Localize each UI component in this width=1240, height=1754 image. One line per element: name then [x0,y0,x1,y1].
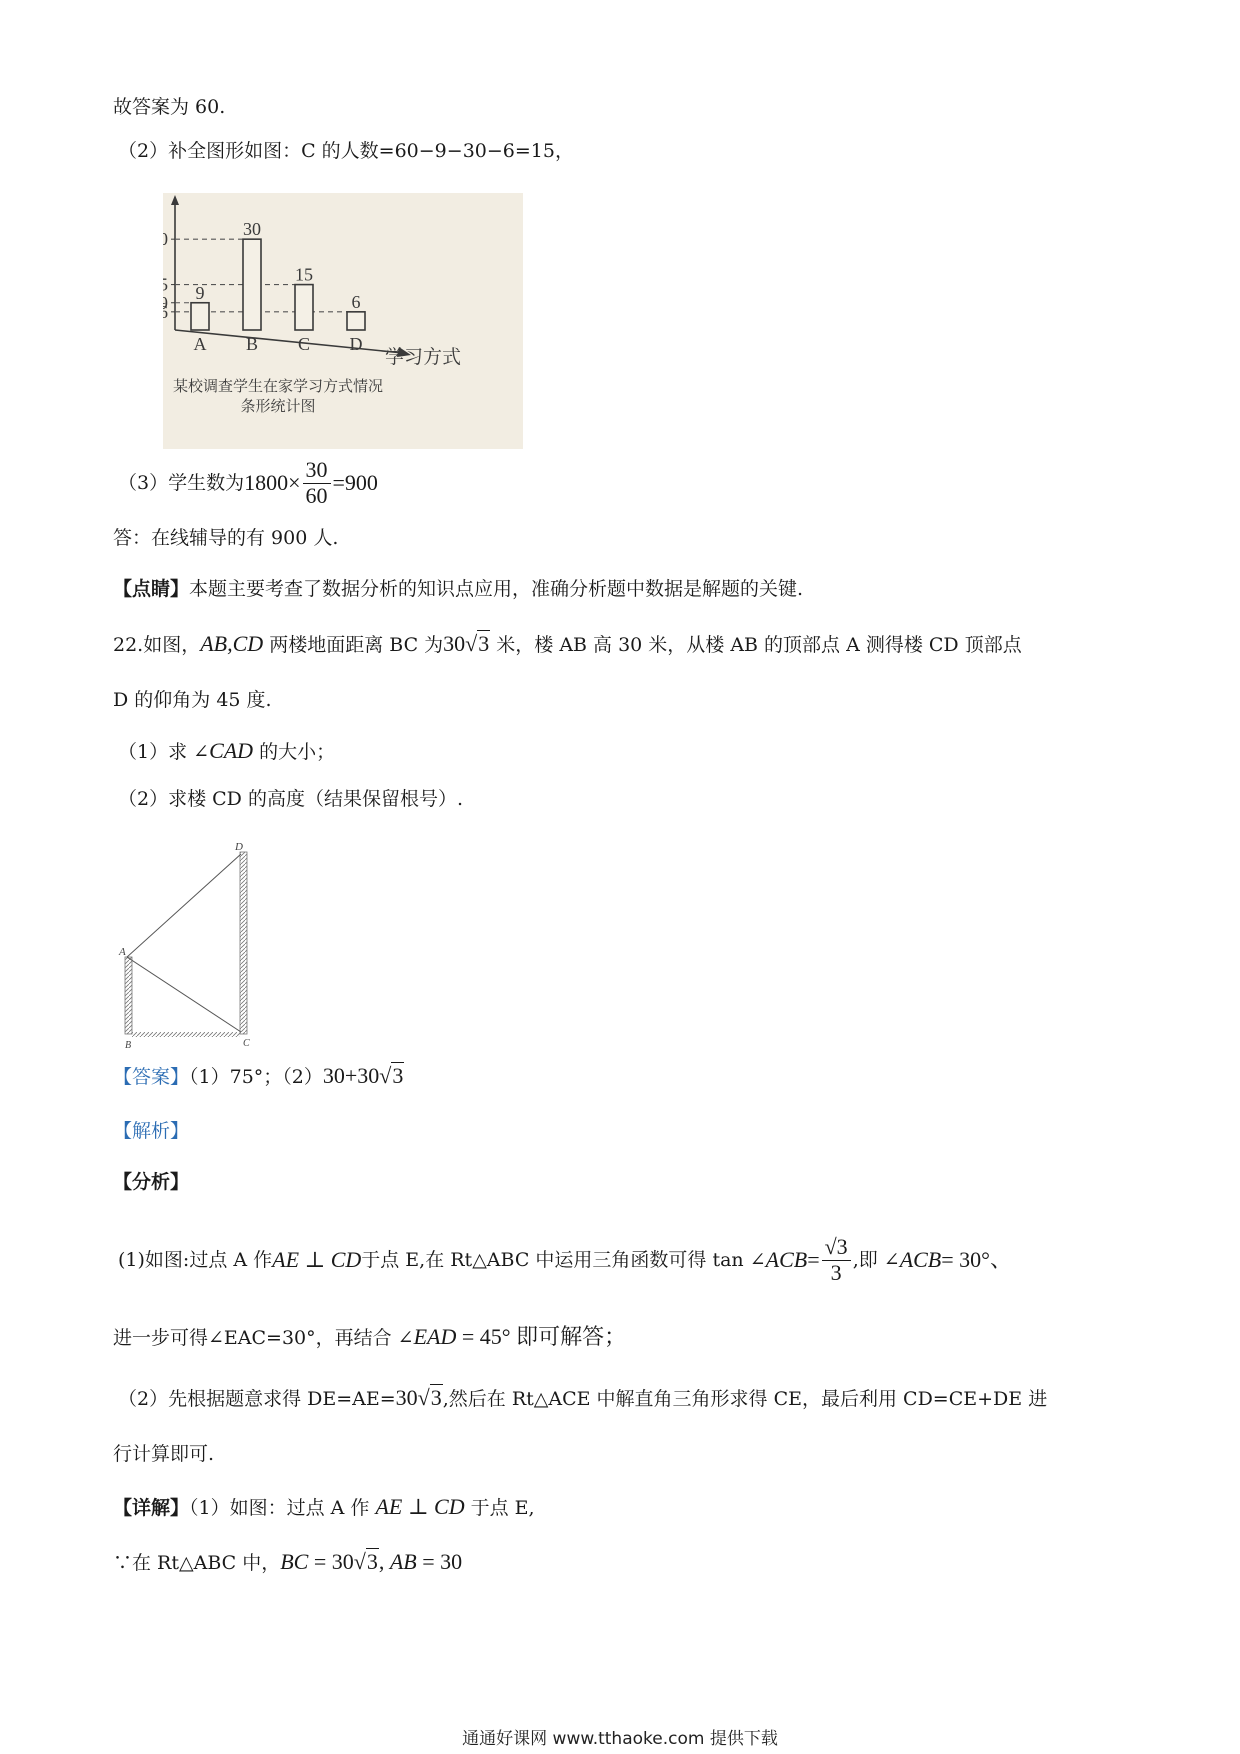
y-tick-label: 5 [163,274,168,295]
line-ac [127,957,241,1032]
text-span: 米，楼 AB 高 30 米，从楼 AB 的顶部点 A 测得楼 CD 顶部点 [490,634,1022,656]
fraction [303,458,331,507]
text-span: 两楼地面距离 BC 为 [263,634,444,656]
fraction-denominator: 3 [830,1259,842,1285]
analysis-line [113,1324,626,1350]
text-span: 本题主要考查了数据分析的知识点应用，准确分析题中数据是解题的关键. [189,578,804,600]
chart-subtitle: 条形统计图 [240,399,316,415]
fraction-numerator: 30 [303,458,331,483]
building-figure [113,840,263,1050]
data-label: 9 [195,282,205,303]
sqrt-radicand: 3 [366,1549,378,1574]
tag: 【点睛】 [113,578,190,600]
text-line [118,455,378,511]
data-label: 6 [351,291,361,312]
text-line [113,578,803,601]
page-footer: 通通好课网 www.tthaoke.com 提供下载 [462,1729,778,1749]
text-span: （1）求 ∠ [118,741,210,763]
detail-line [113,1549,462,1575]
tag: 【分析】 [113,1171,190,1193]
math-span: = 30°、 [941,1246,1012,1272]
x-tick-label: C [297,334,311,354]
sqrt-expr: = 30√3 [308,1549,378,1574]
fraction-denominator: 60 [305,482,328,508]
math-span: = [807,1246,820,1272]
fenxi-tag [113,1171,189,1194]
text-span: (1)如图:过点 A 作 [118,1248,273,1271]
fraction-numerator: √3 [822,1235,851,1260]
bar-chart [163,193,523,449]
text-span: （1）如图：过点 A 作 [189,1497,376,1519]
answer-line [113,1063,404,1089]
x-axis-label: 学习方式 [385,347,462,368]
ground [132,1032,240,1037]
analysis-line: 行计算即可. [113,1443,215,1465]
math-span: ACB [765,1246,808,1272]
detail-line [113,1494,535,1520]
bar [191,303,209,330]
text-span: 于点 E,在 Rt△ABC 中运用三角函数可得 tan ∠ [361,1248,766,1271]
data-label: 30 [243,219,261,240]
jiexi-tag: 【解析】 [113,1120,190,1142]
question-line [113,631,1022,657]
y-tick-label: 0 [163,229,168,250]
text-line: （2）补全图形如图：C 的人数=60−9−30−6=15， [118,140,574,162]
sqrt-radicand: 3 [430,1385,442,1410]
math-span: AE ⊥ CD [272,1246,362,1272]
data-label: 15 [295,264,313,285]
sqrt-radicand: 3 [392,1063,404,1088]
math-span: 1800× [244,469,301,495]
fraction [822,1235,851,1284]
question-line: （2）求楼 CD 的高度（结果保留根号）. [118,788,463,810]
math-span: ACB [899,1246,942,1272]
label-c: C [243,1038,250,1049]
sqrt-coefficient: 30 [395,1385,418,1410]
math-span: , [378,1549,390,1574]
text-span: 的大小； [253,741,336,763]
math-span: AB,CD [200,631,264,656]
tag: 【详解】 [113,1497,190,1519]
text-span: 22.如图， [113,634,201,656]
sqrt-expr: 30√3 [395,1385,442,1410]
label-a: A [119,946,126,958]
question-line [118,738,335,764]
bar [347,312,365,330]
math-span: EAD [413,1324,457,1349]
text-span: = 45° 即可解答； [456,1324,627,1349]
sqrt-coefficient: 30+30 [322,1063,380,1088]
x-tick-label: A [193,334,207,354]
math-span: = 30 [416,1549,463,1574]
text-span: ∵在 Rt△ABC 中， [113,1552,281,1574]
text-span: 进一步可得∠EAC=30°，再结合 ∠ [113,1327,414,1349]
math-span: AB [389,1549,417,1574]
y-axis-arrow [171,195,179,205]
text-span: （1）75°；（2） [189,1066,323,1088]
building-figure-svg [113,840,263,1050]
x-tick-label: B [245,334,259,354]
x-axis [175,330,403,353]
analysis-line [118,1228,1012,1292]
text-span: ,然后在 Rt△ACE 中解直角三角形求得 CE，最后利用 CD=CE+DE 进 [442,1388,1048,1410]
line-ad [127,854,241,957]
math-span: =900 [332,469,378,495]
sqrt-expr: 30√3 [443,631,490,656]
text-span: 于点 E, [464,1497,535,1519]
text-line: 答：在线辅导的有 900 人. [113,527,339,549]
question-line: D 的仰角为 45 度. [113,689,272,711]
sqrt-radicand: 3 [478,631,490,656]
text-span: （3）学生数为 [118,471,245,494]
chart-title: 某校调查学生在家学习方式情况 [172,379,384,395]
analysis-line [118,1385,1047,1411]
sqrt-expr: 30+30√3 [322,1063,404,1088]
y-tick-label: 9 [163,292,168,313]
building-ab [125,957,132,1034]
text-span: ,即 ∠ [852,1248,900,1271]
x-tick-label: D [349,334,363,354]
sqrt-coefficient: 30 [443,631,466,656]
building-cd [240,852,247,1034]
y-tick-label: 6 [163,301,168,322]
bar-chart-svg [163,193,523,449]
bar [243,239,261,330]
label-d: D [235,841,243,853]
math-span: CAD [209,738,254,763]
math-span: BC [280,1549,309,1574]
math-span: AE ⊥ CD [375,1494,465,1519]
sqrt-coefficient: = 30 [308,1549,354,1574]
answer-tag: 【答案】 [113,1066,190,1088]
bar [295,285,313,330]
label-b: B [125,1040,132,1050]
text-line: 故答案为 60. [113,96,226,118]
text-span: （2）先根据题意求得 DE=AE= [118,1388,396,1410]
